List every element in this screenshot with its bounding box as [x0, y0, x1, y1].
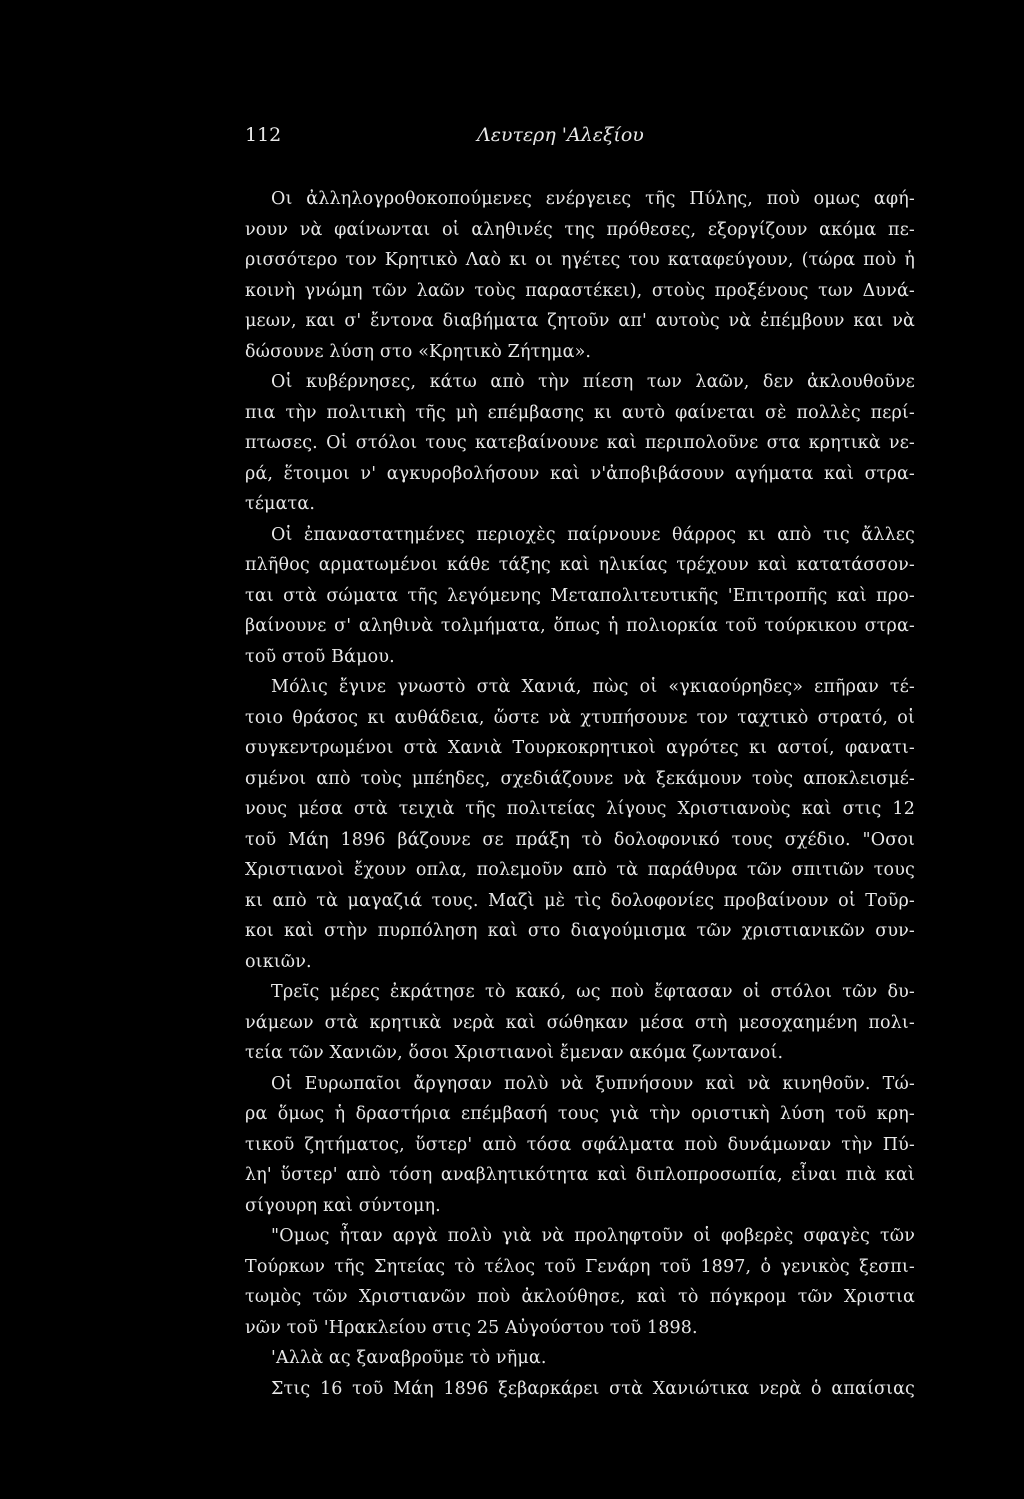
text-line: ται στὰ σώματα τῆς λεγόμενης Μεταπολιτευτικῆς 'Επιτροπῆς καὶ προ- — [245, 585, 915, 606]
text-line: Τούρκων τῆς Σητείας τὸ τέλος τοῦ Γενάρη τοῦ 1897, ὁ γενικὸς ξεσπι- — [245, 1256, 915, 1277]
text-line: πλῆθος αρματωμένοι κάθε τάξης καὶ ηλικίας τρέχουν καὶ κατατάσσον- — [245, 555, 915, 575]
text-line: τεία τῶν Χανιῶν, ὅσοι Χριστιανοὶ ἔμεναν ακόμα ζωντανοί. — [245, 1043, 784, 1063]
text-line: πια τὴν πολιτικὴ τῆς μὴ επέμβασης κι αυτὸ φαίνεται σὲ πολλὲς περί- — [245, 402, 915, 423]
text-line: τωμὸς τῶν Χριστιανῶν ποὺ ἀκλούθησε, καὶ τὸ πόγκρομ τῶν Χριστια — [245, 1287, 915, 1307]
text-line: σίγουρη καὶ σύντομη. — [245, 1195, 441, 1216]
text-line: κοινὴ γνώμη τῶν λαῶν τοὺς παραστέκει), στοὺς προξένους των Δυνά- — [245, 280, 915, 301]
text-line: 'Αλλὰ ας ξαναβροῦμε τὸ νῆμα. — [271, 1348, 547, 1368]
text-line: Μόλις ἔγινε γνωστὸ στὰ Χανιά, πὼς οἱ «γκιαούρηδες» επῆραν τέ- — [271, 677, 915, 697]
text-line: βαίνουνε σ' αληθινὰ τολμήματα, ὅπως ἡ πολιορκία τοῦ τούρκικου στρα- — [245, 616, 915, 636]
text-line: ρά, ἕτοιμοι ν' αγκυροβολήσουν καὶ ν'ἀποβιβάσουν αγήματα καὶ στρα- — [245, 463, 915, 484]
text-line: λη' ὕστερ' απὸ τόση αναβλητικότητα καὶ διπλοπροσωπία, εἶναι πιὰ καὶ — [245, 1165, 915, 1185]
text-line: Στις 16 τοῦ Μάη 1896 ξεβαρκάρει στὰ Χανιώτικα νερὰ ὁ απαίσιας — [271, 1378, 915, 1399]
text-line: συγκεντρωμένοι στὰ Χανιὰ Τουρκοκρητικοὶ αγρότες κι αστοί, φανατι- — [245, 738, 915, 758]
text-line: Τρεῖς μέρες ἐκράτησε τὸ κακό, ως ποὺ ἔφτασαν οἱ στόλοι τῶν δυ- — [271, 982, 915, 1002]
text-line: τοῦ Μάη 1896 βάζουνε σε πράξη τὸ δολοφονικό τους σχέδιο. "Οσοι — [245, 829, 915, 850]
text-line: νάμεων στὰ κρητικὰ νερὰ καὶ σώθηκαν μέσα στὴ μεσοχαημένη πολι- — [245, 1012, 915, 1033]
text-line: τοιο θράσος κι αυθάδεια, ὥστε νὰ χτυπήσουνε τον ταχτικὸ στρατό, οἱ — [245, 707, 915, 728]
page-header — [245, 124, 915, 154]
text-body — [245, 184, 915, 1404]
text-line: νουν νὰ φαίνωνται οἱ αληθινές της πρόθεσες, εξοργίζουν ακόμα πε- — [245, 219, 915, 240]
text-line: Οἱ κυβέρνησες, κάτω απὸ τὴν πίεση των λαῶν, δεν ἀκλουθοῦνε — [271, 372, 915, 392]
text-line: νους μέσα στὰ τειχιὰ τῆς πολιτείας λίγους Χριστιανοὺς καὶ στις 12 — [245, 799, 915, 819]
text-line: μεων, και σ' ἔντονα διαβήματα ζητοῦν απ' αυτοὺς νὰ ἐπέμβουν και νὰ — [245, 311, 915, 331]
text-line: νῶν τοῦ 'Ηρακλείου στις 25 Αὐγούστου τοῦ 1898. — [245, 1317, 698, 1338]
text-line: δώσουνε λύση στο «Κρητικὸ Ζήτημα». — [245, 341, 592, 362]
text-line: τικοῦ ζητήματος, ὕστερ' απὸ τόσα σφάλματα ποὺ δυνάμωναν τὴν Πύ- — [245, 1134, 915, 1155]
text-line: ρα ὅμως ἡ δραστήρια επέμβασή τους γιὰ τὴν οριστικὴ λύση τοῦ κρη- — [245, 1104, 915, 1124]
text-line: τέματα. — [245, 494, 316, 514]
text-line: οικιῶν. — [245, 951, 312, 972]
text-line: τοῦ στοῦ Βάμου. — [245, 646, 395, 667]
text-line: πτωσες. Οἱ στόλοι τους κατεβαίνουνε καὶ περιπολοῦνε στα κρητικὰ νε- — [245, 433, 915, 453]
text-line: σμένοι απὸ τοὺς μπέηδες, σχεδιάζουνε νὰ ξεκάμουν τοὺς αποκλεισμέ- — [245, 768, 915, 789]
text-line: Οἱ Ευρωπαῖοι ἄργησαν πολὺ νὰ ξυπνήσουν καὶ νὰ κινηθοῦν. Τώ- — [271, 1073, 915, 1094]
text-line: κι απὸ τὰ μαγαζιά τους. Μαζὶ μὲ τὶς δολοφονίες προβαίνουν οἱ Τοῦρ- — [245, 890, 915, 911]
page-number: 112 — [245, 124, 282, 146]
running-title: Λευτερη 'Αλεξίου — [477, 124, 644, 146]
text-line: ρισσότερο τον Κρητικὸ Λαὸ κι οι ηγέτες του καταφεύγουν, (τώρα ποὺ ἡ — [245, 250, 915, 270]
text-line: Οι ἀλληλογροθοκοπούμενες ενέργειες τῆς Πύλης, ποὺ ομως αφή- — [271, 189, 915, 209]
text-line: "Ομως ἦταν αργὰ πολὺ γιὰ νὰ προληφτοῦν οἱ φοβερὲς σφαγὲς τῶν — [271, 1226, 915, 1246]
text-line: Χριστιανοὶ ἔχουν οπλα, πολεμοῦν απὸ τὰ παράθυρα τῶν σπιτιῶν τους — [245, 860, 915, 880]
text-line: κοι καὶ στὴν πυρπόληση καὶ στο διαγούμισμα τῶν χριστιανικῶν συν- — [245, 921, 915, 941]
text-line: Οἱ ἐπαναστατημένες περιοχὲς παίρνουνε θάρρος κι απὸ τις ἄλλες — [271, 524, 915, 545]
